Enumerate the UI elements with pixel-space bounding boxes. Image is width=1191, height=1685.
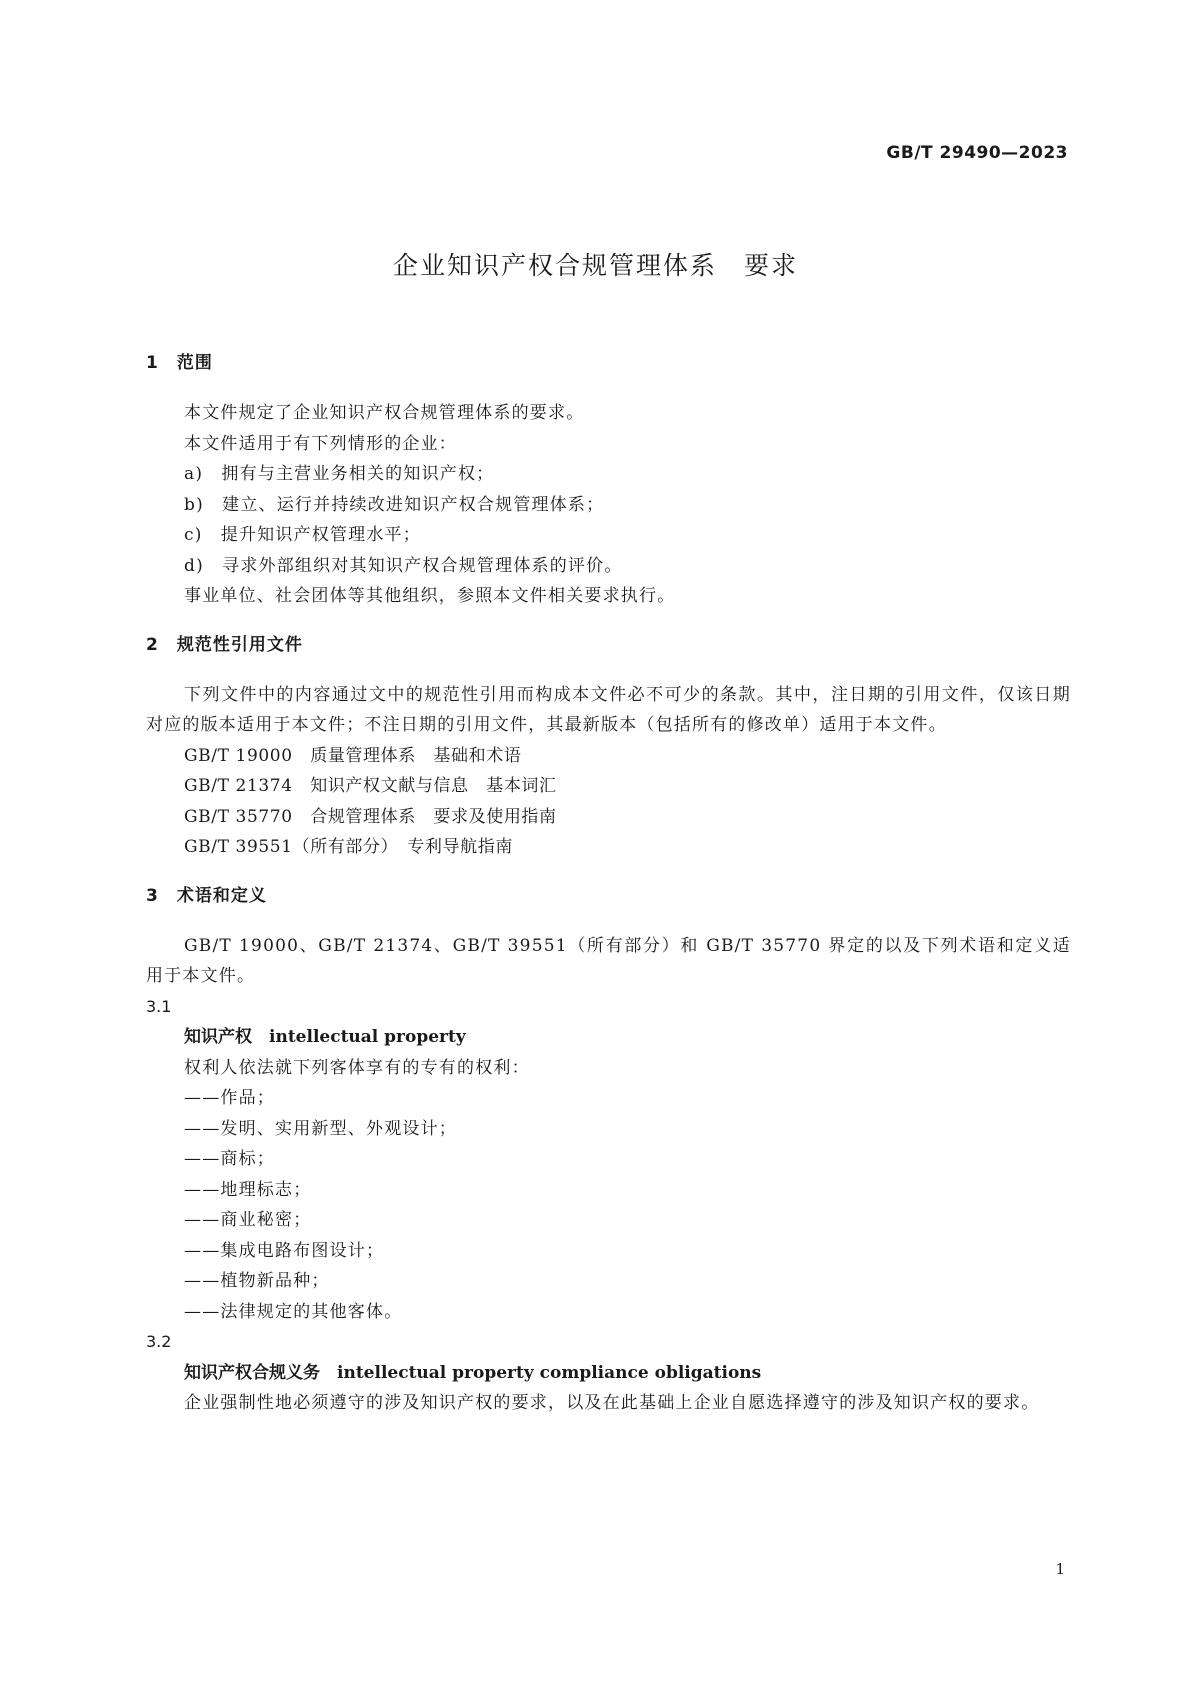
paragraph: 本文件规定了企业知识产权合规管理体系的要求。 bbox=[184, 403, 585, 423]
list-item: b) 建立、运行并持续改进知识产权合规管理体系； bbox=[184, 494, 605, 515]
term-chinese: 知识产权 bbox=[184, 1027, 252, 1047]
list-item: ——作品； bbox=[184, 1088, 275, 1108]
term-entry bbox=[146, 1022, 1071, 1053]
reference-item: GB/T 39551（所有部分） 专利导航指南 bbox=[184, 837, 513, 857]
list-item: ——商业秘密； bbox=[184, 1210, 312, 1230]
reference-item: GB/T 21374 知识产权文献与信息 基本词汇 bbox=[184, 776, 557, 796]
list-item: a) 拥有与主营业务相关的知识产权； bbox=[184, 464, 495, 484]
list-item: ——法律规定的其他客体。 bbox=[184, 1301, 403, 1322]
reference-item: GB/T 19000 质量管理体系 基础和术语 bbox=[184, 745, 522, 766]
list-item: d) 寻求外部组织对其知识产权合规管理体系的评价。 bbox=[184, 555, 623, 576]
document-title: 企业知识产权合规管理体系 要求 bbox=[392, 251, 798, 280]
section-heading-normative-references: 2 规范性引用文件 bbox=[146, 634, 303, 655]
paragraph: 事业单位、社会团体等其他组织，参照本文件相关要求执行。 bbox=[184, 586, 676, 606]
section-heading-terms-definitions: 3 术语和定义 bbox=[146, 885, 267, 906]
standard-number: GB/T 29490—2023 bbox=[886, 143, 1068, 163]
term-number: 3.1 bbox=[146, 996, 172, 1016]
paragraph: 下列文件中的内容通过文中的规范性引用而构成本文件必不可少的条款。其中，注日期的引用文件，仅该日期对应的版本适用于本文件；不注日期的引用文件，其最新版本（包括所有的修改单）适用于本文件。 bbox=[146, 684, 1071, 735]
term-definition: 企业强制性地必须遵守的涉及知识产权的要求，以及在此基础上企业自愿选择遵守的涉及知识产权的要求。 bbox=[184, 1393, 1040, 1413]
list-item: ——集成电路布图设计； bbox=[184, 1240, 385, 1261]
list-item: ——植物新品种； bbox=[184, 1271, 330, 1291]
reference-item: GB/T 35770 合规管理体系 要求及使用指南 bbox=[184, 806, 557, 827]
term-entry bbox=[146, 1358, 1071, 1389]
paragraph: GB/T 19000、GB/T 21374、GB/T 39551（所有部分）和 GB/T 35770 界定的以及下列术语和定义适用于本文件。 bbox=[146, 935, 1071, 986]
term-english: intellectual property bbox=[269, 1027, 466, 1047]
section-heading-scope: 1 范围 bbox=[146, 353, 213, 373]
page-number: 1 bbox=[1055, 1560, 1065, 1578]
list-item: c) 提升知识产权管理水平； bbox=[184, 525, 421, 545]
paragraph: 本文件适用于有下列情形的企业： bbox=[184, 433, 457, 454]
list-item: ——发明、实用新型、外观设计； bbox=[184, 1118, 457, 1139]
term-english: intellectual property compliance obligations bbox=[337, 1362, 762, 1383]
document-body bbox=[146, 350, 1071, 1419]
term-definition: 权利人依法就下列客体享有的专有的权利： bbox=[184, 1057, 530, 1078]
term-number: 3.2 bbox=[146, 1332, 172, 1351]
list-item: ——商标； bbox=[184, 1149, 275, 1169]
term-chinese: 知识产权合规义务 bbox=[184, 1362, 320, 1383]
list-item: ——地理标志； bbox=[184, 1179, 312, 1200]
